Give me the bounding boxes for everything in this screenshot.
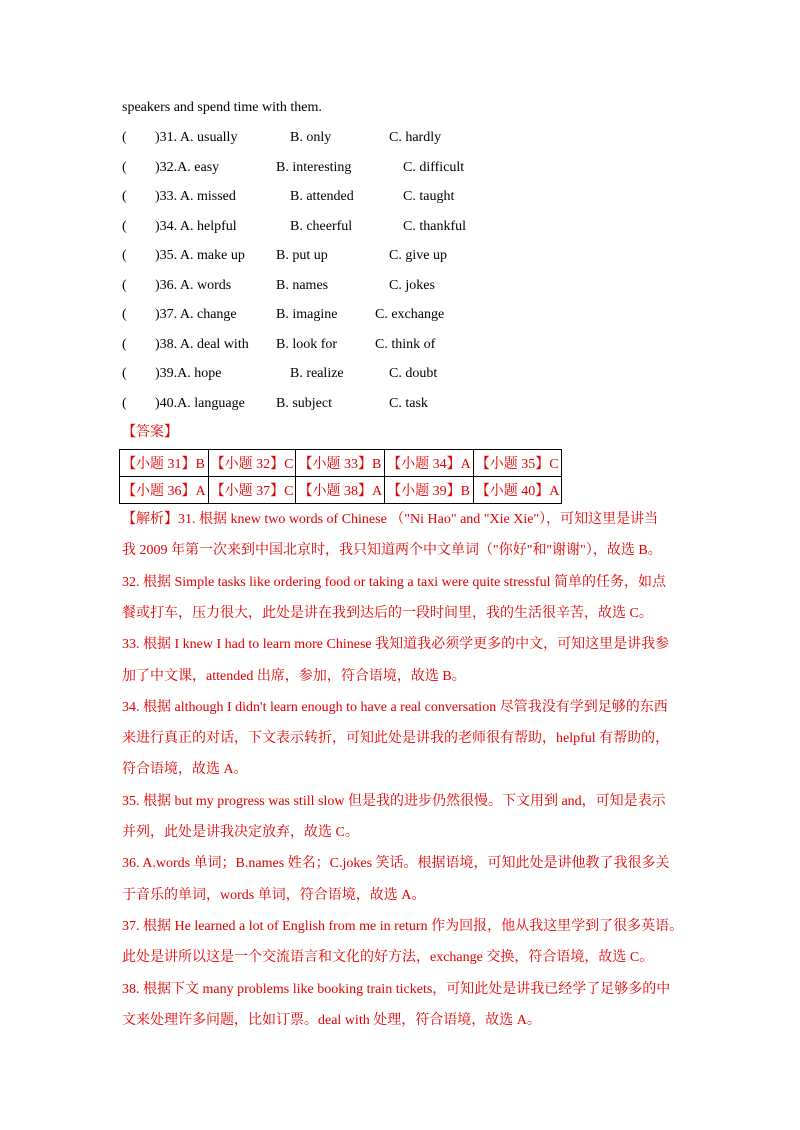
option-a: )34. A. helpful [155,218,237,234]
analysis-line: 36. A.words 单词；B.names 姓名；C.jokes 笑话。根据语境，可知此处是讲他教了我很多关 [122,856,670,872]
option-c: C. jokes [389,277,435,293]
option-b: B. cheerful [290,218,353,234]
option-b: B. look for [276,336,338,352]
analysis-line: 加了中文课，attended 出席，参加，符合语境，故选 B。 [122,668,466,684]
option-a: )36. A. words [155,277,232,293]
answer-row [120,477,562,504]
option-a: )32.A. easy [155,159,220,175]
option-c: C. task [389,395,428,411]
option-c: C. difficult [403,159,465,175]
answer-cell: 【小题 39】B [385,477,474,504]
analysis-line: 38. 根据下文 many problems like booking train tickets，可知此处是讲我已经学了足够多的中 [122,981,671,997]
answer-cell: 【小题 34】A [385,450,474,477]
answer-blank: ( [122,277,127,293]
analysis-line: 文来处理许多问题，比如订票。deal with 处理，符合语境，故选 A。 [122,1012,541,1028]
option-b: B. interesting [276,159,352,175]
option-c: C. hardly [389,130,442,145]
option-b: B. put up [276,248,328,263]
answer-blank: ( [122,336,127,352]
option-c: C. exchange [375,307,445,322]
intro-line: speakers and spend time with them. [122,100,322,115]
analysis-line: 来进行真正的对话，下文表示转折，可知此处是讲我的老师很有帮助，helpful 有帮助的， [122,731,670,747]
answer-blank: ( [122,307,127,322]
option-a: )39.A. hope [155,366,222,381]
analysis-line: 于音乐的单词，words 单词，符合语境，故选 A。 [122,887,426,903]
answer-blank: ( [122,130,127,145]
answer-blank: ( [122,366,127,381]
analysis-line: 餐或打车，压力很大，此处是讲在我到达后的一段时间里，我的生活很辛苦，故选 C。 [122,605,653,621]
answer-cell: 【小题 32】C [208,450,296,477]
analysis-line: 我 2009 年第一次来到中国北京时，我只知道两个中文单词（"你好"和"谢谢"），故选 B。 [122,543,662,559]
option-a: )31. A. usually [155,130,238,145]
analysis-line: 此处是讲所以这是一个交流语言和文化的好方法，exchange 交换，符合语境，故选 C。 [122,950,654,966]
option-c: C. taught [403,189,455,204]
analysis-line: 37. 根据 He learned a lot of English from me in return 作为回报，他从我这里学到了很多英语。 [122,918,684,934]
option-b: B. realize [290,366,344,381]
option-b: B. attended [290,189,354,204]
answer-heading: 【答案】 [122,425,178,440]
analysis-line: 符合语境，故选 A。 [122,762,248,778]
answer-blank: ( [122,248,127,263]
option-c: C. thankful [403,218,466,234]
option-b: B. names [276,277,329,293]
option-c: C. doubt [389,366,438,381]
answer-blank: ( [122,395,127,411]
analysis-line: 33. 根据 I knew I had to learn more Chinese 我知道我必须学更多的中文，可知这里是讲我参 [122,637,670,653]
option-a: )35. A. make up [155,248,245,263]
answer-table [119,449,562,504]
option-b: B. imagine [276,307,338,322]
analysis-line: 35. 根据 but my progress was still slow 但是我的进步仍然很慢。下文用到 and，可知是表示 [122,793,666,809]
option-a: )33. A. missed [155,189,236,204]
analysis-line: 【解析】31. 根据 knew two words of Chinese （"Ni Hao" and "Xie Xie"），可知这里是讲当 [122,512,659,527]
option-c: C. give up [389,248,447,263]
option-a: )40.A. language [155,395,245,411]
answer-blank: ( [122,159,127,175]
answer-blank: ( [122,189,127,204]
answer-cell: 【小题 33】B [296,450,385,477]
option-b: B. subject [276,395,332,411]
answer-cell: 【小题 37】C [208,477,296,504]
option-b: B. only [290,130,332,145]
analysis-line: 并列，此处是讲我决定放弃，故选 C。 [122,825,359,840]
answer-cell: 【小题 35】C [473,450,562,477]
answer-cell: 【小题 31】B [120,450,209,477]
option-c: C. think of [375,336,436,352]
answer-cell: 【小题 38】A [296,477,385,504]
option-a: )38. A. deal with [155,336,249,352]
option-a: )37. A. change [155,307,237,322]
analysis-line: 32. 根据 Simple tasks like ordering food or taking a taxi were quite stressful 简单的任务，如点 [122,574,666,590]
answer-row [120,450,562,477]
answer-cell: 【小题 40】A [473,477,562,504]
answer-cell: 【小题 36】A [120,477,209,504]
analysis-line: 34. 根据 although I didn't learn enough to have a real conversation 尽管我没有学到足够的东西 [122,699,668,715]
answer-blank: ( [122,218,127,234]
